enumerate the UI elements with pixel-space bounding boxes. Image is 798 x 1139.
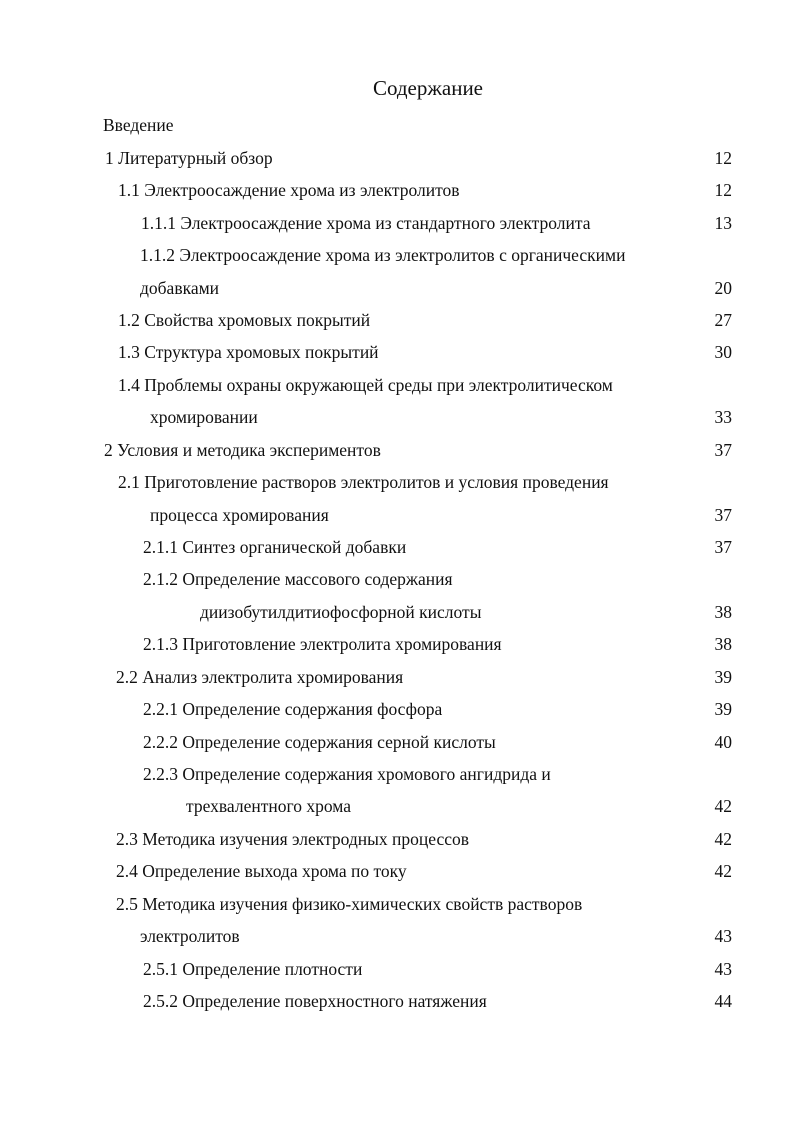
toc-entry-1-1: 1.1 Электроосаждение хрома из электролитов: [118, 180, 460, 200]
toc-page-2-5: 43: [714, 926, 732, 946]
toc-page-2-1-2: 38: [714, 602, 732, 622]
toc-page-2-2-2: 40: [714, 732, 732, 752]
toc-entry-2-2: 2.2 Анализ электролита хромирования: [116, 667, 404, 687]
toc-page-2-1-3: 38: [714, 634, 732, 654]
toc-entry-2-2-3: 2.2.3 Определение содержания хромового ангидрида и: [143, 764, 551, 784]
toc-entry-1-2: 1.2 Свойства хромовых покрытий: [118, 310, 371, 330]
toc-page-2: 37: [714, 440, 732, 460]
toc-entry-2-2-1: 2.2.1 Определение содержания фосфора: [143, 699, 443, 719]
toc-entry-2-1-3: 2.1.3 Приготовление электролита хромирования: [143, 634, 502, 654]
toc-page-2-1: 37: [714, 505, 732, 525]
toc-entry-2-5: 2.5 Методика изучения физико-химических свойств растворов: [116, 894, 583, 914]
toc-page-2-4: 42: [714, 861, 732, 881]
toc-entry-1-3: 1.3 Структура хромовых покрытий: [118, 342, 379, 362]
toc-entry-introduction: Введение: [103, 115, 174, 135]
toc-entry-1-4-cont: хромировании: [150, 407, 258, 427]
toc-page-2-1-1: 37: [714, 537, 732, 557]
toc-entry-2: 2 Условия и методика экспериментов: [104, 440, 381, 460]
toc-entry-2-1-2: 2.1.2 Определение массового содержания: [143, 569, 453, 589]
toc-page-1-1-1: 13: [714, 213, 732, 233]
toc-page-2-5-1: 43: [714, 959, 732, 979]
toc-entry-2-4: 2.4 Определение выхода хрома по току: [116, 861, 407, 881]
toc-page-1-2: 27: [714, 310, 732, 330]
toc-page-1-4: 33: [714, 407, 732, 427]
toc-entry-2-2-2: 2.2.2 Определение содержания серной кислоты: [143, 732, 496, 752]
toc-page-1: 12: [714, 148, 732, 168]
toc-page-2-3: 42: [714, 829, 732, 849]
toc-page-2-2: 39: [714, 667, 732, 687]
toc-entry-2-1-1: 2.1.1 Синтез органической добавки: [143, 537, 407, 557]
toc-entry-1-4: 1.4 Проблемы охраны окружающей среды при электролитическом: [118, 375, 613, 395]
toc-page-1-1: 12: [714, 180, 732, 200]
toc-page-1-3: 30: [714, 342, 732, 362]
toc-entry-2-5-cont: электролитов: [140, 926, 240, 946]
page-title: Содержание: [372, 76, 484, 100]
toc-entry-2-5-2: 2.5.2 Определение поверхностного натяжения: [143, 991, 487, 1011]
toc-entry-1-1-2: 1.1.2 Электроосаждение хрома из электролитов с органическими: [140, 245, 626, 265]
toc-entry-2-5-1: 2.5.1 Определение плотности: [143, 959, 363, 979]
toc-entry-2-3: 2.3 Методика изучения электродных процессов: [116, 829, 469, 849]
toc-page-1-1-2: 20: [714, 278, 732, 298]
toc-entry-1-1-2-cont: добавками: [140, 278, 220, 298]
toc-entry-2-2-3-cont: трехвалентного хрома: [186, 796, 351, 816]
toc-page-2-2-1: 39: [714, 699, 732, 719]
toc-entry-2-1: 2.1 Приготовление растворов электролитов и условия проведения: [118, 472, 609, 492]
toc-entry-2-1-2-cont: диизобутилдитиофосфорной кислоты: [200, 602, 482, 622]
toc-page-2-5-2: 44: [714, 991, 732, 1011]
toc-entry-1-1-1: 1.1.1 Электроосаждение хрома из стандартного электролита: [141, 213, 591, 233]
toc-entry-2-1-cont: процесса хромирования: [150, 505, 329, 525]
toc-page-2-2-3: 42: [714, 796, 732, 816]
toc-entry-1: 1 Литературный обзор: [105, 148, 273, 168]
